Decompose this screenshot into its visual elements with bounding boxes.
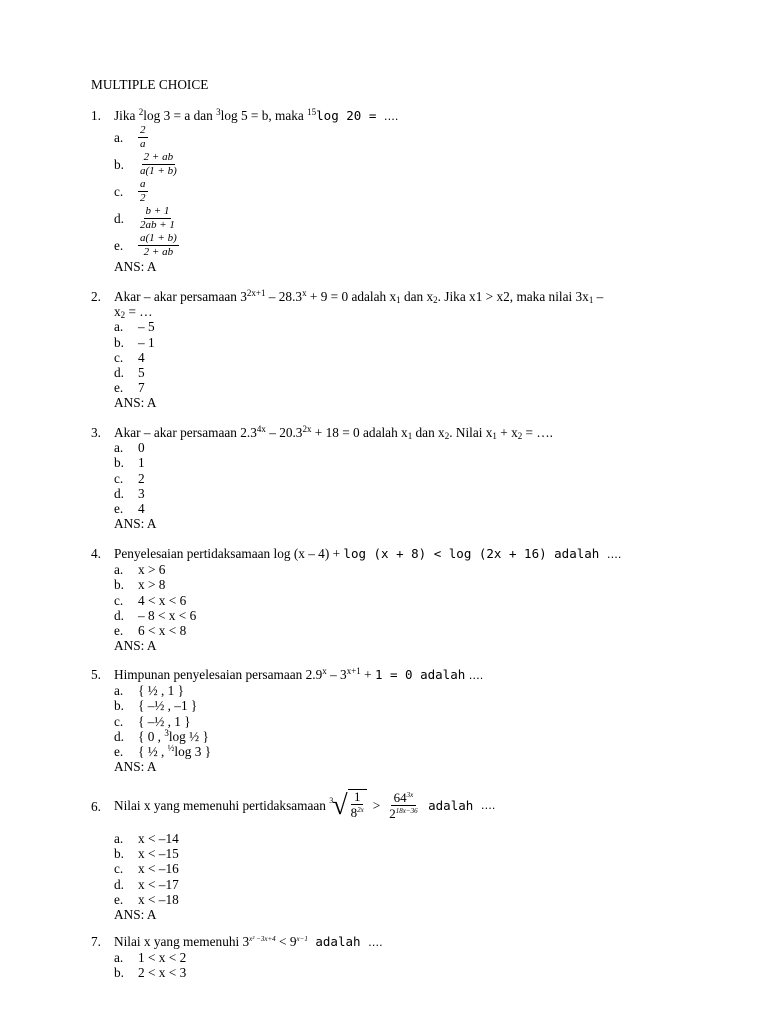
question-number: 1. xyxy=(91,108,101,123)
question-stem: 4. Penyelesaian pertidaksamaan log (x – 4) + log (x + 8) < log (2x + 16) adalah …. xyxy=(91,546,622,561)
option-d: d. { 0 , $^3$log ½ } xyxy=(114,727,209,744)
question-stem-continued: $x_2$ = … xyxy=(114,304,153,321)
question-number: 3. xyxy=(91,425,101,440)
option-b: b. { –½ , –1 } xyxy=(114,698,198,714)
option-d: d. x < –17 xyxy=(114,876,179,892)
option-c: c. 4 < x < 6 xyxy=(114,592,187,608)
option-d: d. – 8 < x < 6 xyxy=(114,607,197,623)
question-stem: 1. Jika $^2$log 3 = a dan $^3$log 5 = b, maka $^{15}$log 20 = …. xyxy=(91,107,399,123)
option-e: e. 7 xyxy=(114,380,145,396)
option-b: b. x > 8 xyxy=(114,577,166,593)
option-b: b. x < –15 xyxy=(114,846,179,862)
option-c: c. x < –16 xyxy=(114,861,179,877)
option-a: a. { ½ , 1 } xyxy=(114,683,185,699)
option-e: e. { ½ , $^{\frac{1}{2}}$log 3 } xyxy=(114,743,212,760)
question-number: 5. xyxy=(91,667,101,682)
question-6 xyxy=(91,786,495,922)
question-stem: 6. Nilai x yang memenuhi pertidaksamaan 3 √ $\frac{1}{8^{2x}}$ > $\frac{64^{3x}}{2^{18x-36}}$ adalah …. xyxy=(91,788,496,821)
question-stem: 3. Akar – akar persamaan $2.3^{4x} - 20.3^{2x} + 18 = 0$ adalah $x_1$ dan $x_2$. Nilai $x_1 + x_2$ = …. xyxy=(91,424,553,441)
option-fraction: $\frac{a(1 + b)}{2 + ab}$ xyxy=(140,232,177,259)
question-number: 4. xyxy=(91,546,101,561)
option-e: e. $\frac{a(1 + b)}{2 + ab}$ xyxy=(114,232,177,259)
option-d: d. 5 xyxy=(114,365,145,381)
option-c: c. $\frac{a}{2}$ xyxy=(114,178,146,205)
answer-key: ANS: A xyxy=(114,395,157,411)
option-b: b. $\frac{2 + ab}{a(1 + b)}$ xyxy=(114,151,177,178)
answer-key: ANS: A xyxy=(114,259,157,275)
option-a: a. 1 < x < 2 xyxy=(114,950,187,966)
question-2 xyxy=(91,289,603,411)
answer-key: ANS: A xyxy=(114,638,157,654)
question-7 xyxy=(91,934,383,981)
answer-key: ANS: A xyxy=(114,516,157,532)
option-e: e. 4 xyxy=(114,501,145,517)
question-5 xyxy=(91,667,483,774)
rhs-fraction: $\frac{64^{3x}}{2^{18x-36}}$ xyxy=(389,790,418,821)
question-4 xyxy=(91,546,621,653)
question-number: 7. xyxy=(91,934,101,949)
answer-key: ANS: A xyxy=(114,759,157,775)
option-e: e. x < –18 xyxy=(114,891,179,907)
question-stem: 2. Akar – akar persamaan $3^{2x+1} - 28.3^x + 9 = 0$ adalah $x_1$ dan $x_2$. Jika x1 > x2, maka nilai $3x_1$ – xyxy=(91,288,604,305)
answer-key: ANS: A xyxy=(114,907,157,923)
option-c: c. 2 xyxy=(114,470,145,486)
option-b: b. 1 xyxy=(114,455,145,471)
option-fraction: $\frac{2 + ab}{a(1 + b)}$ xyxy=(140,151,177,178)
option-fraction: $\frac{2}{a}$ xyxy=(140,124,146,151)
option-fraction: $\frac{a}{2}$ xyxy=(140,178,146,205)
option-a: a. $\frac{2}{a}$ xyxy=(114,124,146,151)
option-a: a. – 5 xyxy=(114,319,155,335)
option-a: a. x < –14 xyxy=(114,831,179,846)
option-fraction: $\frac{b + 1}{2ab + 1}$ xyxy=(140,205,175,232)
option-d: d. 3 xyxy=(114,485,145,501)
option-a: a. 0 xyxy=(114,440,145,456)
cube-root-expression: 3 √ $\frac{1}{8^{2x}}$ xyxy=(329,791,366,821)
option-a: a. x > 6 xyxy=(114,562,166,578)
section-heading: MULTIPLE CHOICE xyxy=(91,77,209,92)
question-stem: 5. Himpunan penyelesaian persamaan $2.9^x - 3^{x+1} + 1 = 0$ adalah …. xyxy=(91,666,484,682)
question-1 xyxy=(91,108,398,274)
question-number: 2. xyxy=(91,289,101,304)
option-b: b. 2 < x < 3 xyxy=(114,965,187,981)
option-c: c. 4 xyxy=(114,349,145,365)
question-stem: 7. Nilai x yang memenuhi $3^{x^2 -3x+4} < 9^{x-1}$ adalah …. xyxy=(91,934,383,949)
option-e: e. 6 < x < 8 xyxy=(114,623,187,639)
option-d: d. $\frac{b + 1}{2ab + 1}$ xyxy=(114,205,175,232)
question-3 xyxy=(91,425,553,531)
option-b: b. – 1 xyxy=(114,334,155,350)
option-c: c. { –½ , 1 } xyxy=(114,713,191,729)
radical-sign-icon: √ xyxy=(332,790,348,821)
root-fraction: $\frac{1}{8^{2x}}$ xyxy=(350,788,364,820)
question-number: 6. xyxy=(91,799,101,814)
